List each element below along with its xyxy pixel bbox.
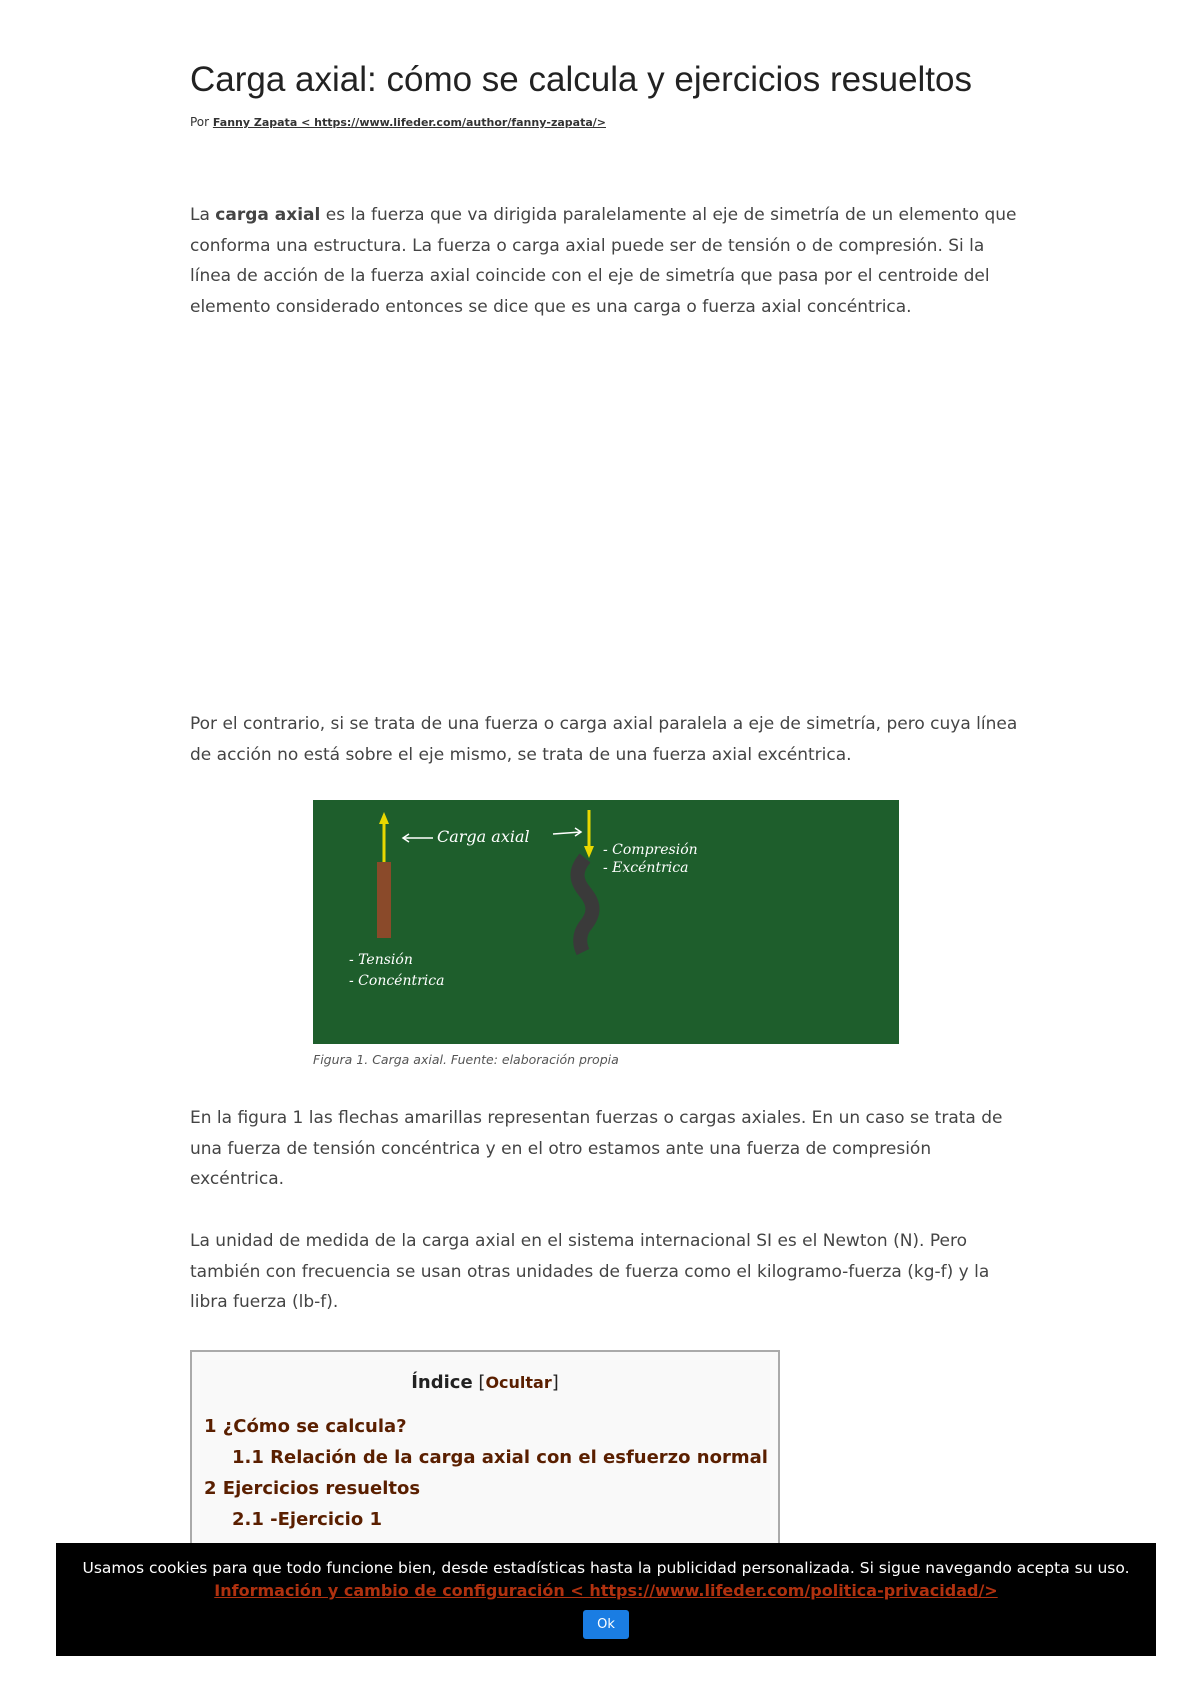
label-tension: - Tensión: [349, 952, 413, 968]
figure-explanation-paragraph: En la figura 1 las flechas amarillas representan fuerzas o cargas axiales. En un caso se trata de una fuerza de tensión concéntrica y en el otro estamos ante una fuerza de compresión excéntrica.: [190, 1108, 1003, 1189]
article: [190, 58, 1020, 1530]
cookie-banner: [56, 1543, 1156, 1656]
axial-load-chalkboard: [313, 800, 899, 1044]
toc-toggle-link[interactable]: Ocultar: [485, 1373, 552, 1392]
eccentric-paragraph: Por el contrario, si se trata de una fuerza o carga axial paralela a eje de simetría, pero cuya línea de acción no está sobre el eje mismo, se trata de una fuerza axial excéntrica.: [190, 714, 1018, 765]
toc-list: [204, 1411, 778, 1535]
figure-caption: Figura 1. Carga axial. Fuente: elaboración propia: [313, 1052, 619, 1067]
label-concentrica: - Concéntrica: [349, 973, 445, 989]
intro-paragraph: [190, 200, 1020, 322]
toc-title: Índice: [411, 1372, 473, 1393]
toc-bracket-open: [: [478, 1372, 486, 1393]
toc-item[interactable]: 2.1 -Ejercicio 1: [232, 1509, 383, 1530]
cookie-message: Usamos cookies para que todo funcione bien, desde estadísticas hasta la publicidad personalizada. Si sigue navegando acepta su uso.: [82, 1559, 1130, 1577]
tension-bar: [377, 862, 391, 938]
units-paragraph: La unidad de medida de la carga axial en el sistema internacional SI es el Newton (N). Pero también con frecuencia se usan otras unidades de fuerza como el kilogramo-fuerza (kg-f) y la libra fuerza (lb-f).: [190, 1231, 990, 1312]
figure-1: [313, 800, 899, 1067]
toc-item[interactable]: 1 ¿Cómo se calcula?: [204, 1416, 407, 1437]
cookie-ok-button[interactable]: Ok: [583, 1610, 629, 1639]
intro-rest: es la fuerza que va dirigida paralelamente al eje de simetría de un elemento que conforma una estructura. La fuerza o carga axial puede ser de tensión o de compresión. Si la línea de acción de la fuerza axial coincide con el eje de simetría que pasa por el centroide del elemento considerado entonces se dice que es una carga o fuerza axial concéntrica.: [190, 205, 1017, 317]
cookie-settings-link[interactable]: Información y cambio de configuración < https://www.lifeder.com/politica-privacidad/>: [214, 1581, 998, 1600]
page-title: Carga axial: cómo se calcula y ejercicios resueltos: [190, 60, 972, 99]
intro-start: La: [190, 205, 216, 225]
label-compresion: - Compresión: [603, 842, 698, 858]
chalkboard-bg: [313, 800, 899, 1044]
intro-bold-term: carga axial: [215, 205, 321, 225]
byline: [190, 115, 1020, 129]
toc-item[interactable]: 1.1 Relación de la carga axial con el esfuerzo normal: [232, 1447, 768, 1468]
label-excentrica: - Excéntrica: [603, 860, 689, 876]
author-link[interactable]: Fanny Zapata < https://www.lifeder.com/author/fanny-zapata/>: [212, 116, 606, 129]
toc-header: [192, 1372, 778, 1393]
toc-bracket-close: ]: [551, 1372, 559, 1393]
toc-item[interactable]: 2 Ejercicios resueltos: [204, 1478, 421, 1499]
label-axial: Carga axial: [437, 827, 530, 846]
byline-prefix: Por: [190, 115, 213, 129]
